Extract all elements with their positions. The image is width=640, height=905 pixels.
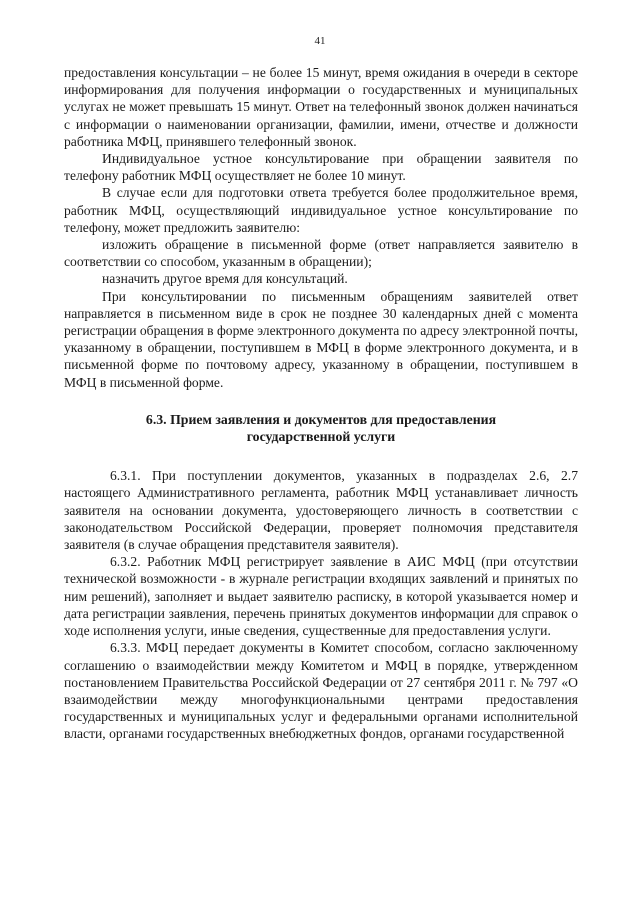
page-number: 41 bbox=[314, 35, 326, 47]
section-heading bbox=[64, 411, 578, 445]
paragraph-continuation: предоставления консультации – не более 15 минут, время ожидания в очереди в секторе информирования для получения информации о государственных и муниципальных услугах не может превышать 15 минут. Ответ на телефонный звонок должен начинаться с информации о наименовании организации, фамилии, имени, отчестве и должности работника МФЦ, принявшего телефонный звонок. bbox=[64, 65, 578, 149]
section-heading-line: 6.3. Прием заявления и документов для предоставления bbox=[145, 411, 497, 427]
section-heading-line: государственной услуги bbox=[246, 429, 396, 445]
paragraph-6-3-1: 6.3.1. При поступлении документов, указанных в подразделах 2.6, 2.7 настоящего Административного регламента, работник МФЦ устанавливает личность заявителя на основании документа, удостоверяющего личность в соответствии с законодательством Российской Федерации, проверяет полномочия представителя заявителя (в случае обращения представителя заявителя). bbox=[64, 468, 578, 553]
paragraph: При консультировании по письменным обращениям заявителей ответ направляется в письменном виде в срок не позднее 30 календарных дней с момента регистрации обращения в форме электронного документа по адресу электронной почты, указанному в обращении, поступившем в МФЦ в форме электронного документа, и в письменной форме по почтовому адресу, указанному в обращении, поступившем в МФЦ в письменной форме. bbox=[64, 288, 578, 390]
paragraph: Индивидуальное устное консультирование при обращении заявителя по телефону работник МФЦ осуществляет не более 10 минут. bbox=[64, 151, 578, 184]
paragraph: изложить обращение в письменной форме (ответ направляется заявителю в соответствии со способом, указанным в обращении); bbox=[64, 237, 578, 270]
document-body bbox=[64, 64, 578, 743]
paragraph-6-3-2: 6.3.2. Работник МФЦ регистрирует заявление в АИС МФЦ (при отсутствии технической возможности - в журнале регистрации входящих заявлений и принятых по ним решений), заполняет и выдает заявителю расписку, в которой указывается номер и дата регистрации заявления, перечень принятых документов информации для справок о ходе исполнения услуги, иные сведения, существенные для предоставления услуги. bbox=[64, 554, 578, 639]
paragraph-6-3-3: 6.3.3. МФЦ передает документы в Комитет способом, согласно заключенному соглашению о взаимодействии между Комитетом и МФЦ в порядке, утвержденном постановлением Правительства Российской Федерации от 27 сентября 2011 г. № 797 «О взаимодействии между многофункциональными центрами предоставления государственных и муниципальных услуг и федеральными органами исполнительной власти, органами государственных внебюджетных фондов, органами государственной bbox=[64, 640, 578, 742]
paragraph: В случае если для подготовки ответа требуется более продолжительное время, работник МФЦ, осуществляющий индивидуальное устное консультирование по телефону, может предложить заявителю: bbox=[64, 185, 578, 235]
paragraph: назначить другое время для консультаций. bbox=[102, 271, 348, 287]
